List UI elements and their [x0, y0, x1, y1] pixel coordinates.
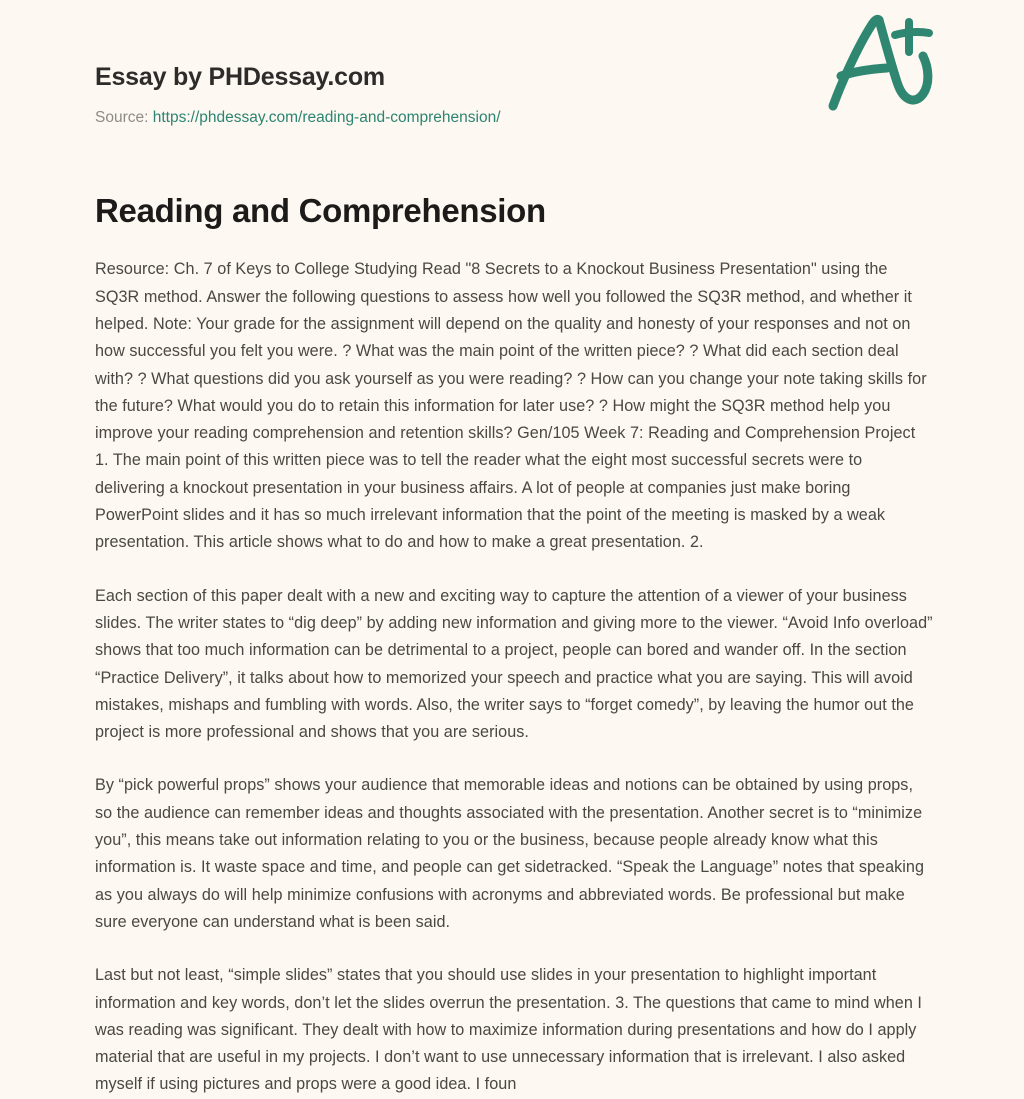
- essay-body: [95, 231, 933, 1098]
- paragraph: Last but not least, “simple slides” states that you should use slides in your presentation to highlight important information and key words, don’t let the slides overrun the presentation. 3. The questions that came to mind when I was reading was significant. They dealt with how to maximize information during presentations and how do I apply material that are useful in my projects. I don’t want to use unnecessary information that is irrelevant. I also asked myself if using pictures and props were a good idea. I foun: [95, 966, 922, 1094]
- source-label: Source:: [95, 109, 149, 126]
- page-header: [95, 0, 929, 128]
- paragraph: By “pick powerful props” shows your audience that memorable ideas and notions can be obtained by using props, so the audience can remember ideas and thoughts associated with the presentation. Another secret is to “minimize you”, this means take out information relating to you or the business, because people already know what this information is. It waste space and time, and people can get sidetracked. “Speak the Language” notes that speaking as you always do will help minimize confusions with acronyms and abbreviated words. Be professional but make sure everyone can understand what is been said.: [95, 776, 925, 931]
- a-plus-logo-icon: [819, 6, 939, 116]
- page-title: Reading and Comprehension: [95, 192, 546, 230]
- source-url-link[interactable]: https://phdessay.com/reading-and-comprehension/: [152, 109, 501, 126]
- paragraph: Resource: Ch. 7 of Keys to College Studying Read "8 Secrets to a Knockout Business Presentation" using the SQ3R method. Answer the following questions to assess how well you followed the SQ3R method, and whether it helped. Note: Your grade for the assignment will depend on the quality and honesty of your responses and not on how successful you felt you were. ? What was the main point of the written piece? ? What did each section deal with? ? What questions did you ask yourself as you were reading? ? How can you change your note taking skills for the future? What would you do to retain this information for later use? ? How might the SQ3R method help you improve your reading comprehension and retention skills? Gen/105 Week 7: Reading and Comprehension Project 1. The main point of this written piece was to tell the reader what the eight most successful secrets were to delivering a knockout presentation in your business affairs. A lot of people at companies just make boring PowerPoint slides and it has so much irrelevant information that the point of the meeting is masked by a weak presentation. This article shows what to do and how to make a great presentation. 2.: [95, 260, 927, 552]
- brand-title: Essay by PHDessay.com: [95, 63, 385, 91]
- paragraph: Each section of this paper dealt with a new and exciting way to capture the attention of a viewer of your business slides. The writer states to “dig deep” by adding new information and giving more to the viewer. “Avoid Info overload” shows that too much information can be detrimental to a project, people can bored and wander off. In the section “Practice Delivery”, it talks about how to memorized your speech and practice what you are saying. This will avoid mistakes, mishaps and fumbling with words. Also, the writer says to “forget comedy”, by leaving the humor out the project is more professional and shows that you are serious.: [95, 586, 933, 742]
- source-line: [95, 108, 929, 128]
